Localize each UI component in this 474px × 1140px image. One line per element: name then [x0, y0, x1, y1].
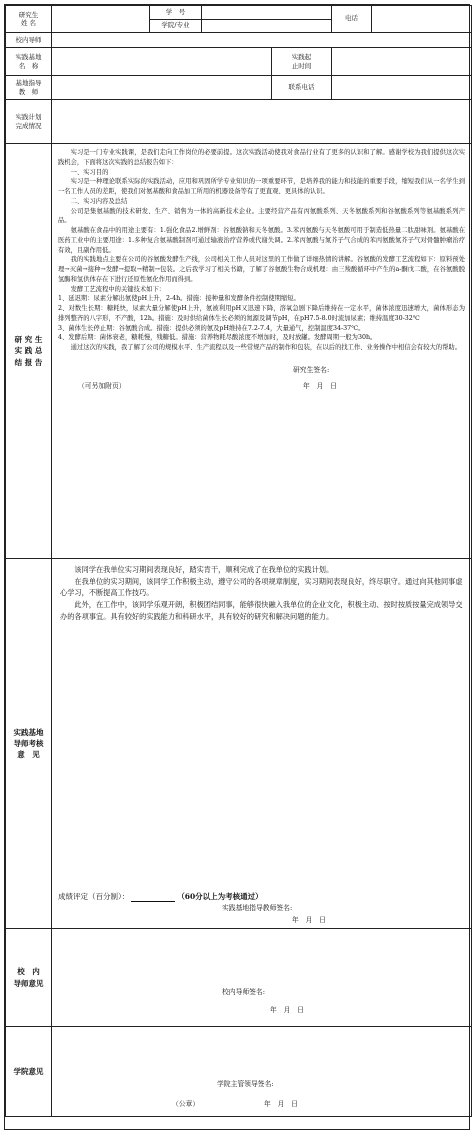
summary-body: [52, 144, 471, 396]
summary-paragraph: 我的实践地点主要在公司的谷氨酸发酵生产线，公司相关工作人员对这里的工作做了详细热情的讲解。谷氨酸的发酵工艺流程如下：原料预处理→灭菌→接种→发酵→提取→精制→包装。之后我学习了相关书籍，了解了谷氨酸生物合成机理：由三羧酸循环中产生的a-酮戊二酸，在谷氨酸脱氢酶和氢供体存在下进行还原性氨化作用而得到。: [58, 256, 465, 283]
summary-paragraph: 发酵工艺流程中的关键技术如下：: [70, 285, 166, 293]
base-opinion-text: [52, 559, 471, 627]
summary-paragraph: 2、对数生长期：糖耗快，尿素大量分解使pH上升，氨被利用pH又迅速下降，溶氧急剧下降后维持在一定水平，菌体浓度迅速增大，菌体形态为排列整齐的八字形，不产酸，12h。措施：及时供给菌体生长必须的氮源及调节pH，在pH7.5-8.0时流加尿素；维持温度30-32℃: [58, 305, 465, 322]
base-name-label: 实践基地 名 称: [6, 48, 52, 76]
plan-value[interactable]: [52, 100, 472, 144]
campus-tutor-value[interactable]: [52, 33, 472, 48]
campus-opinion-label: 校 内 导师意见: [6, 929, 52, 1027]
base-opinion-date: 年 月 日: [292, 916, 326, 924]
base-name-value[interactable]: [52, 48, 272, 76]
summary-date: 年 月 日: [303, 382, 337, 391]
campus-opinion-cell[interactable]: [52, 929, 472, 1027]
student-name-value[interactable]: [52, 6, 150, 33]
campus-tutor-sign-label: 校内导师签名:: [222, 988, 266, 996]
student-id-value[interactable]: [202, 6, 332, 20]
base-opinion-label: 实践基地 导师考核 意 见: [6, 559, 52, 929]
college-opinion-date: 年 月 日: [264, 1100, 298, 1108]
summary-paragraph: 公司是集氨基酸的技术研发、生产、销售为一体的高新技术企业。主要经营产品有丙氨酸系列、天冬氨酸系列和谷氨酸系列等氨基酸系列产品。: [58, 207, 465, 225]
campus-tutor-label: 校内导师: [6, 33, 52, 48]
base-opinion-cell: [52, 559, 472, 929]
college-label: 学院/专业: [150, 20, 202, 33]
attach-note: （可另加附页）: [78, 382, 126, 391]
summary-paragraph: 4、发酵后期：菌体衰老，糖耗慢，残糖低。措施：营养物耗尽酸浓度不增加时，及时放罐。发酵周期一般为30h。: [58, 334, 377, 342]
summary-paragraph: 氨基酸在食品中的用途主要有：1.强化食品2.增鲜剂：谷氨酸钠和天冬氨酸。3.苯丙氨酸与天冬氨酸可用于制造低热量二肽甜味剂。氨基酸在医药工业中的主要用途：1.多种复合氨基酸制剂可通过输液治疗营养或代谢失调。2.苯丙氨酸与氮芥子气合成的苯丙氨酸氮芥子气对骨髓肿瘤治疗有效，且副作用低。: [58, 227, 465, 254]
student-id-label: 学 号: [150, 6, 202, 20]
score-row: [58, 893, 263, 902]
score-note: （60分以上为考核通过）: [177, 892, 263, 901]
summary-paragraph: 1、延迟期：尿素分解出氨使pH上升，2-4h。措施：接种量和发酵条件控制使期缩短。: [58, 295, 300, 303]
form-table: [5, 5, 472, 1117]
summary-paragraph: 通过这次的实践，我了解了公司的规模水平、生产流程以及一些常规产品的制作和包装，在以后的找工作、业务操作中相信会有较大的帮助。: [70, 344, 461, 351]
practice-report-form: [4, 4, 470, 1130]
contact-label: 联系电话: [272, 76, 332, 100]
summary-label: 研 究 生 实 践 总 结 报 告: [6, 144, 52, 559]
score-input[interactable]: [131, 901, 175, 902]
campus-opinion-date: 年 月 日: [270, 1006, 304, 1014]
summary-footer: [58, 381, 465, 392]
time-label: 实践起 止时间: [272, 48, 332, 76]
base-tutor-value[interactable]: [52, 76, 272, 100]
college-opinion-label: 学院意见: [6, 1027, 52, 1117]
phone-value[interactable]: [372, 6, 472, 33]
base-opinion-paragraph: 该同学在我单位实习期间表现良好，踏实肯干，顺利完成了在我单位的实践计划。: [74, 565, 334, 574]
base-tutor-sign-label: 实践基地指导教师签名:: [222, 904, 293, 912]
summary-paragraph: 3、菌体生长停止期：谷氨酸合成。措施：提供必须的氨及pH维持在7.2-7.4，大量通气，控制温度34-37℃。: [58, 324, 365, 332]
summary-paragraph: 实习是一种理论联系实际的实践活动，应用和巩固所学专业知识的一项重要环节，是培养我的能力和技能的重要手段，缩短我们从一名学生到一名工作人员的差距，使我们对氨基酸和食品加工所用的机器设备等有了更直观、更具体的认识。: [58, 178, 465, 195]
summary-paragraph: 实习是一门专业实践课，是我们走向工作岗位的必要前提。这次实践活动使我对食品行业有了更多的认识和了解。感谢学校为我们提供这次实践机会，下面将这次实践的总结报告如下：: [58, 149, 465, 166]
student-sign-label: 研究生签名:: [293, 365, 330, 374]
summary-cell: [52, 144, 472, 559]
college-leader-sign-label: 学院主管领导签名:: [217, 1080, 274, 1088]
score-label: 成绩评定（百分制）：: [58, 892, 130, 901]
contact-value[interactable]: [332, 76, 472, 100]
base-opinion-paragraph: 此外，在工作中，该同学乐观开朗，积极团结同事，能够很快融入我单位的企业文化，积极主动、按时按质按量完成领导交办的各项事宜。具有较好的实践能力和科研水平，具有较好的研究和解决问题的能力。: [60, 599, 463, 621]
plan-label: 实践计划 完成情况: [6, 100, 52, 144]
summary-heading: 二、实习内容及总结: [70, 197, 128, 205]
stamp-label: （公章）: [172, 1100, 200, 1108]
college-opinion-cell[interactable]: [52, 1027, 472, 1117]
student-name-label: 研究生 姓 名: [6, 6, 52, 33]
base-opinion-paragraph: 在我单位的实习期间，该同学工作积极主动，遵守公司的各项规章制度，实习期间表现良好，终尽职守。通过向其他同事虚心学习，不断提高工作技巧。: [60, 576, 463, 598]
base-tutor-label: 基地指导 教 师: [6, 76, 52, 100]
phone-label: 电话: [332, 6, 372, 33]
college-value[interactable]: [202, 20, 332, 33]
summary-heading: 一、实习目的: [70, 168, 109, 176]
time-value[interactable]: [332, 48, 472, 76]
